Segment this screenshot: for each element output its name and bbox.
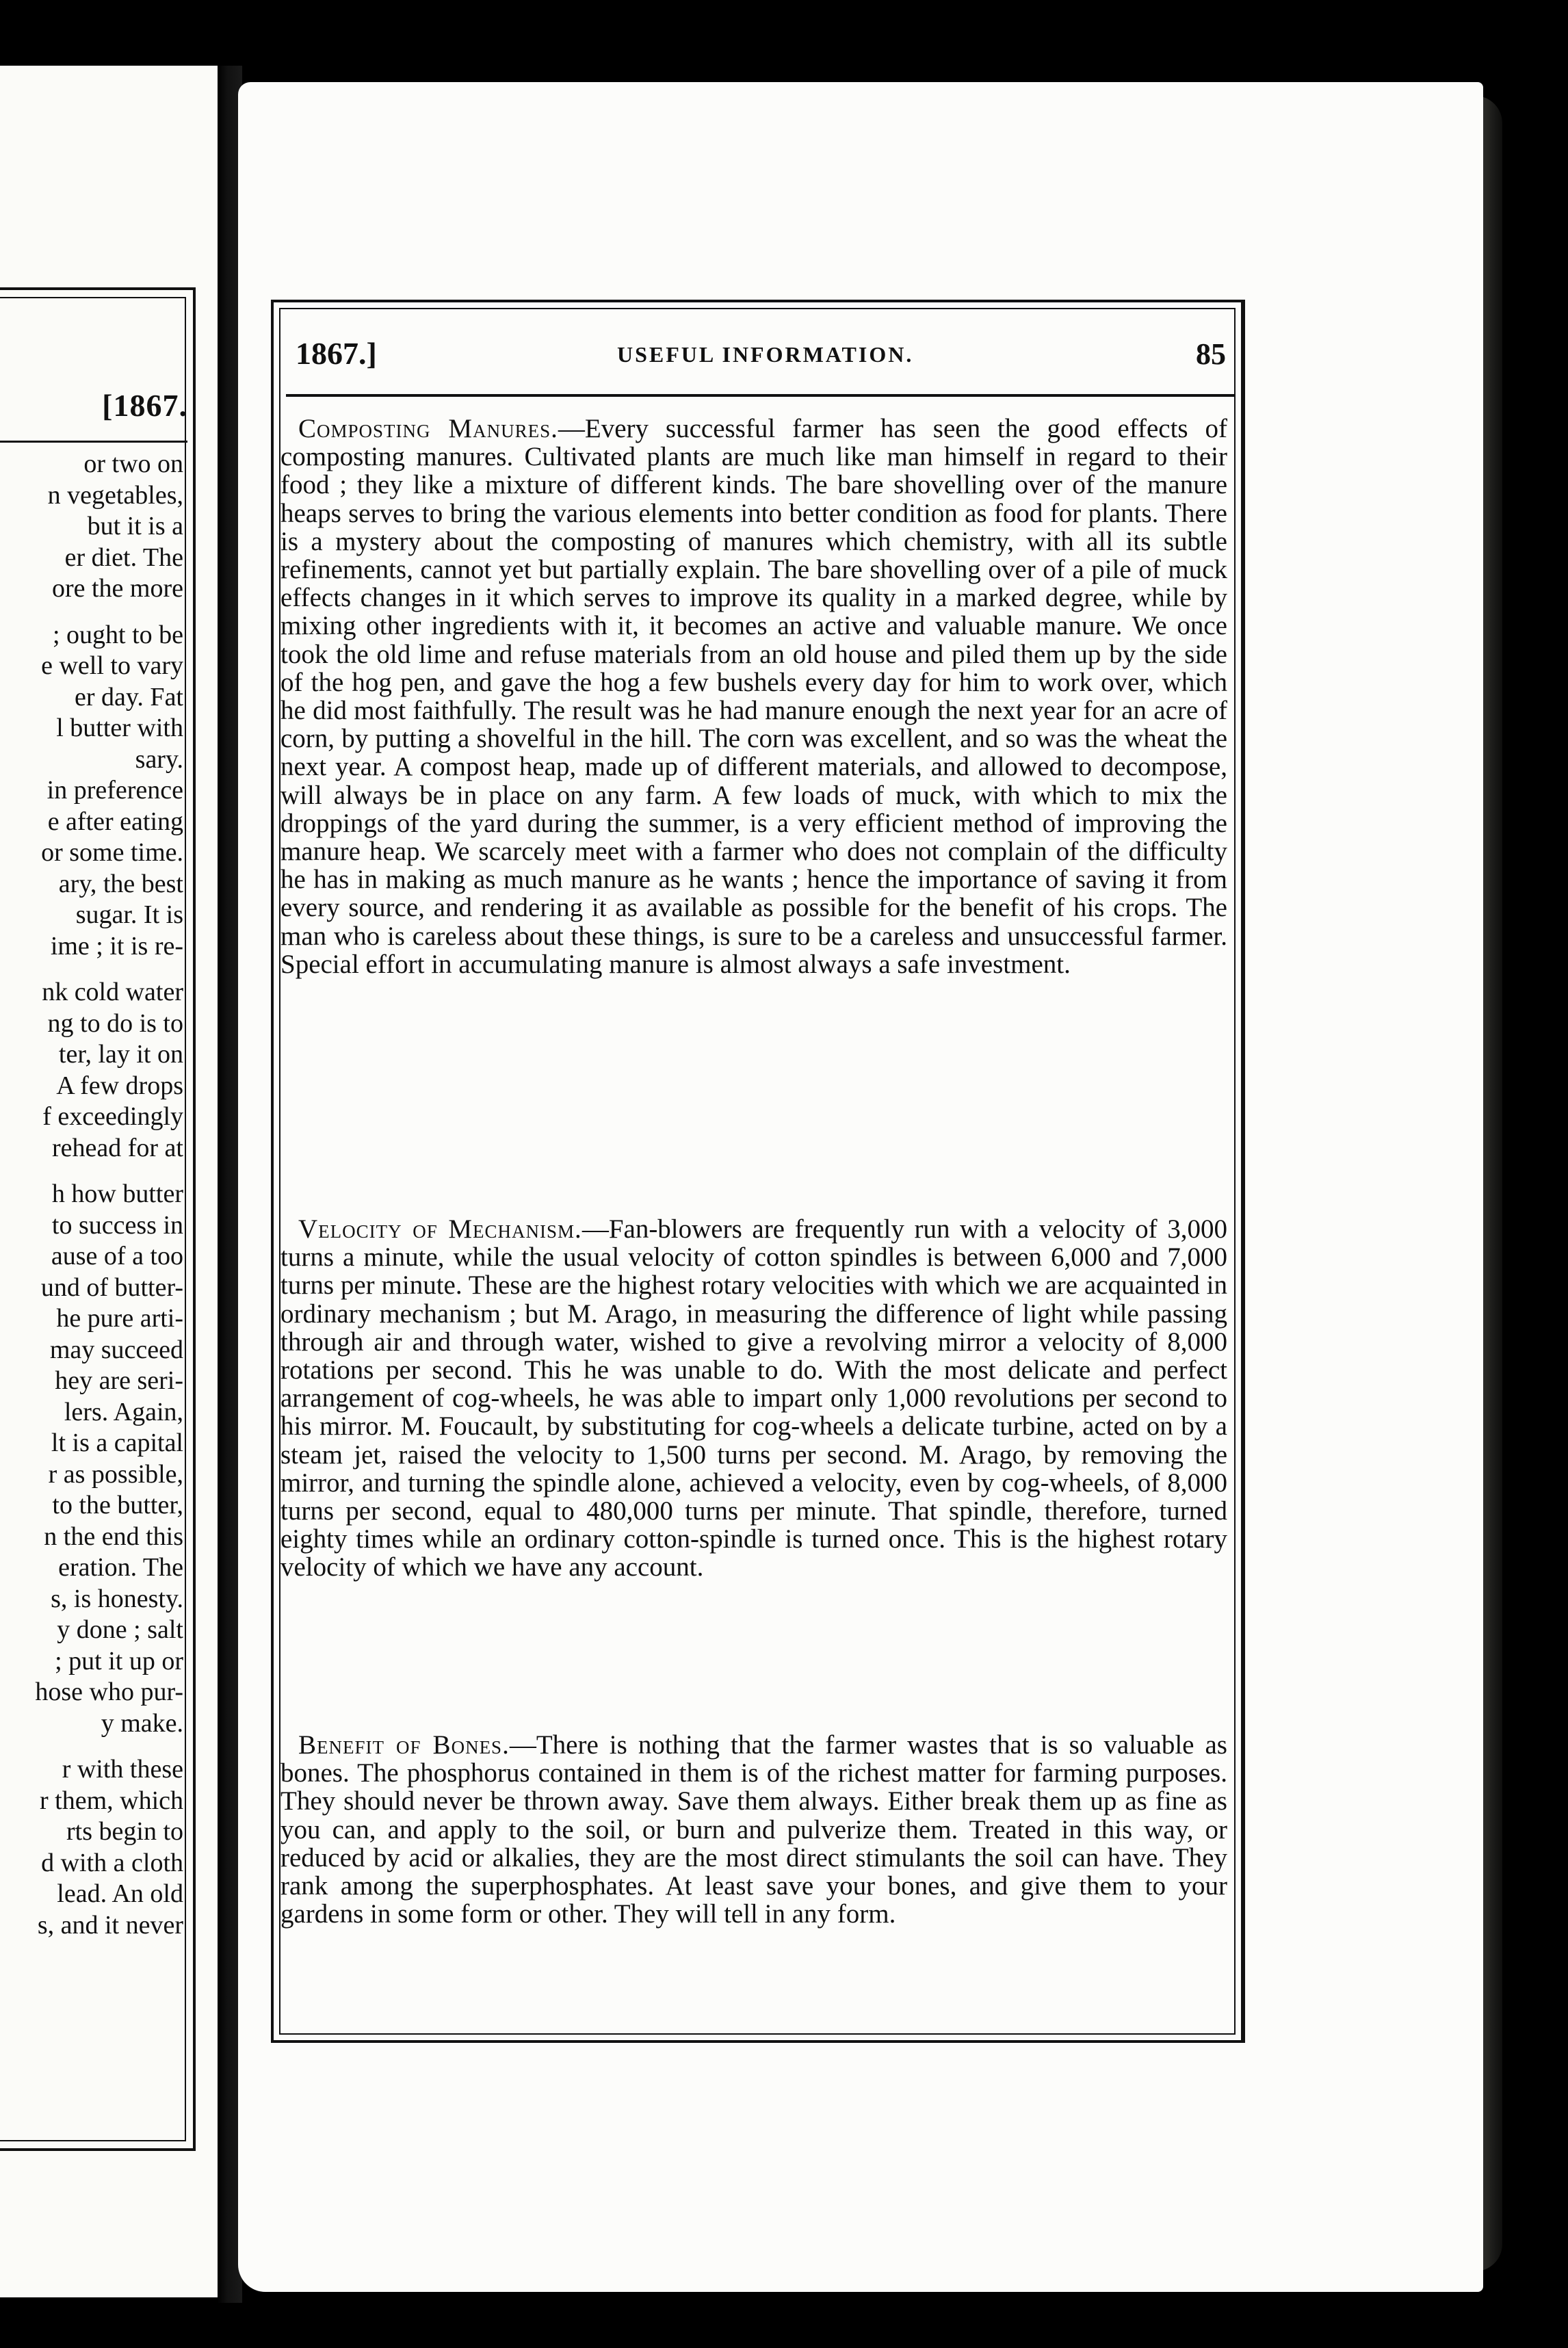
previous-page-line: sary. xyxy=(135,744,183,774)
previous-page-line: ime ; it is re- xyxy=(50,931,183,961)
previous-page-text xyxy=(35,449,183,1941)
header-rule xyxy=(286,394,1234,397)
article-paragraph xyxy=(280,1731,1227,1928)
page-number: 85 xyxy=(1196,337,1226,371)
previous-page-line: s, and it never xyxy=(37,1910,183,1940)
previous-page-line: may succeed xyxy=(49,1335,183,1364)
previous-page-line: rts begin to xyxy=(66,1817,183,1846)
header-title: USEFUL INFORMATION. xyxy=(617,342,914,367)
header-year: 1867.] xyxy=(296,336,377,371)
previous-page-line: to the butter, xyxy=(52,1491,183,1519)
article-benefit-of-bones xyxy=(280,1731,1227,1928)
previous-page-line: lers. Again, xyxy=(64,1397,183,1426)
previous-page-line: ter, lay it on xyxy=(58,1040,183,1069)
previous-page-line: but it is a xyxy=(87,512,183,540)
article-composting-manures xyxy=(280,415,1227,978)
previous-page-line: e after eating xyxy=(47,807,183,836)
previous-page-line: und of butter- xyxy=(40,1273,183,1302)
previous-page-line: er diet. The xyxy=(64,543,183,572)
previous-page-line: he pure arti- xyxy=(56,1304,183,1333)
previous-page-line: d with a cloth xyxy=(41,1848,183,1877)
previous-page-line xyxy=(35,605,183,620)
previous-page xyxy=(0,66,218,2297)
previous-page-line: r as possible, xyxy=(48,1459,183,1489)
previous-page-line: in preference xyxy=(47,776,183,805)
previous-page-line: ng to do is to xyxy=(47,1008,183,1038)
previous-page-line: A few drops xyxy=(56,1071,183,1100)
previous-page-line: ; ought to be xyxy=(52,620,183,649)
article-body: —Every successful farmer has seen the good effects of composting manures. Cultivated plants are much like man himself in regard to their food ; they like a mixture of different kinds. The bare shovelling over of the manure heaps serves to bring the various elements into better condition as food for plants. There is a mystery about the composting of manures which chemistry, with all its subtle refinements, cannot yet but partially explain. The bare shovelling over of a pile of muck effects changes in it which serves to improve its quality in a marked degree, while by mixing other ingredients with it, it becomes an active and valuable manure. We once took the old lime and refuse materials from an old house and piled them up by the side of the hog pen, and gave the hog a few bushels every day for him to work over, which he did most faithfully. The result was he had manure enough the next year for an acre of corn, by putting a shovelful in the hill. The corn was excellent, and so was the wheat the next year. A compost heap, made up of different materials, and allowed to decompose, will always be in place on any farm. A few loads of muck, with which to mix the droppings of the yard during the summer, is a very efficient method of improving the manure heap. We scarcely meet with a farmer who does not complain of the difficulty he has in making as much manure as he wants ; hence the importance of saving it from every source, and rendering it as available as possible for the benefit of his crops. The man who is careless about these things, is sure to be a careless and unsuccessful farmer. Special effort in accumulating manure is almost always a safe investment. xyxy=(280,414,1227,979)
article-body: —There is nothing that the farmer wastes that is so valuable as bones. The phosphorus contained in them is of the richest matter for farming purposes. They should never be thrown away. Save them always. Either break them up as fine as you can, and apply to the soil, or burn and pulverize them. Treated in this way, or reduced by acid or alkalies, they are the most direct stimulants the soil can have. They rank among the superphosphates. At least save your bones, and give them to your gardens in some form or other. They will tell in any form. xyxy=(280,1730,1227,1929)
previous-page-line: rehead for at xyxy=(52,1133,183,1162)
previous-page-line: ary, the best xyxy=(58,869,183,898)
article-body: —Fan-blowers are frequently run with a velocity of 3,000 turns a minute, while the usual velocity of cotton spindles is between 6,000 and 7,000 turns per minute. These are the highest rotary velocities with which we are acquainted in ordinary mechanism ; but M. Arago, in measuring the difference of light while passing through air and through water, wished to give a revolving mirror a velocity of 8,000 rotations per second. This he was unable to do. With the most delicate and perfect arrangement of cog-wheels, he was able to impart only 1,000 revolutions per second to his mirror. M. Foucault, by substituting for cog-wheels a delicate turbine, acted on by a steam jet, raised the velocity to 1,500 turns per second. M. Arago, by removing the mirror, and turning the spindle alone, achieved a velocity, even by cog-wheels, of 8,000 turns per second, equal to 480,000 turns per minute. That spindle, therefore, turned eighty times while an ordinary cotton-spindle is turned once. This is the highest rotary velocity of which we have any account. xyxy=(280,1214,1227,1582)
article-paragraph xyxy=(280,415,1227,978)
previous-page-line: ore the more xyxy=(51,574,183,603)
previous-page-line: r them, which xyxy=(39,1786,183,1815)
previous-page-line: n the end this xyxy=(44,1522,183,1551)
previous-page-line: lead. An old xyxy=(57,1879,183,1908)
previous-page-line xyxy=(35,1739,183,1754)
previous-page-line: s, is honesty. xyxy=(51,1584,183,1613)
previous-page-line: l butter with xyxy=(56,714,183,742)
previous-page-line: hose who pur- xyxy=(35,1678,183,1706)
previous-page-line: nk cold water xyxy=(42,978,183,1006)
previous-page-line: to success in xyxy=(51,1210,183,1240)
previous-page-line: or two on xyxy=(83,449,183,478)
previous-page-line: er day. Fat xyxy=(75,682,183,712)
previous-page-line: ause of a too xyxy=(51,1242,183,1270)
previous-page-header-rule xyxy=(0,441,187,443)
previous-page-line: f exceedingly xyxy=(42,1102,183,1131)
article-heading: Benefit of Bones. xyxy=(298,1730,510,1760)
article-heading: Composting Manures. xyxy=(298,414,558,443)
previous-page-line: n vegetables, xyxy=(47,480,183,510)
article-paragraph xyxy=(280,1215,1227,1582)
previous-page-line: or some time. xyxy=(41,838,183,867)
previous-page-line: eration. The xyxy=(58,1553,183,1582)
previous-page-line: h how butter xyxy=(51,1179,183,1208)
previous-page-line: sugar. It is xyxy=(75,900,183,929)
article-velocity-of-mechanism xyxy=(280,1215,1227,1582)
previous-page-line xyxy=(35,1164,183,1179)
previous-page-line: y make. xyxy=(101,1708,183,1738)
previous-page-header: [1867. xyxy=(102,388,187,423)
article-heading: Velocity of Mechanism. xyxy=(298,1214,582,1244)
previous-page-line: hey are seri- xyxy=(55,1366,183,1395)
previous-page-line: e well to vary xyxy=(41,651,183,680)
previous-page-line: r with these xyxy=(62,1755,183,1784)
previous-page-line: lt is a capital xyxy=(51,1429,183,1457)
previous-page-line xyxy=(35,962,183,977)
previous-page-line: ; put it up or xyxy=(55,1646,183,1675)
previous-page-line: y done ; salt xyxy=(57,1615,183,1644)
running-header xyxy=(296,335,1226,376)
